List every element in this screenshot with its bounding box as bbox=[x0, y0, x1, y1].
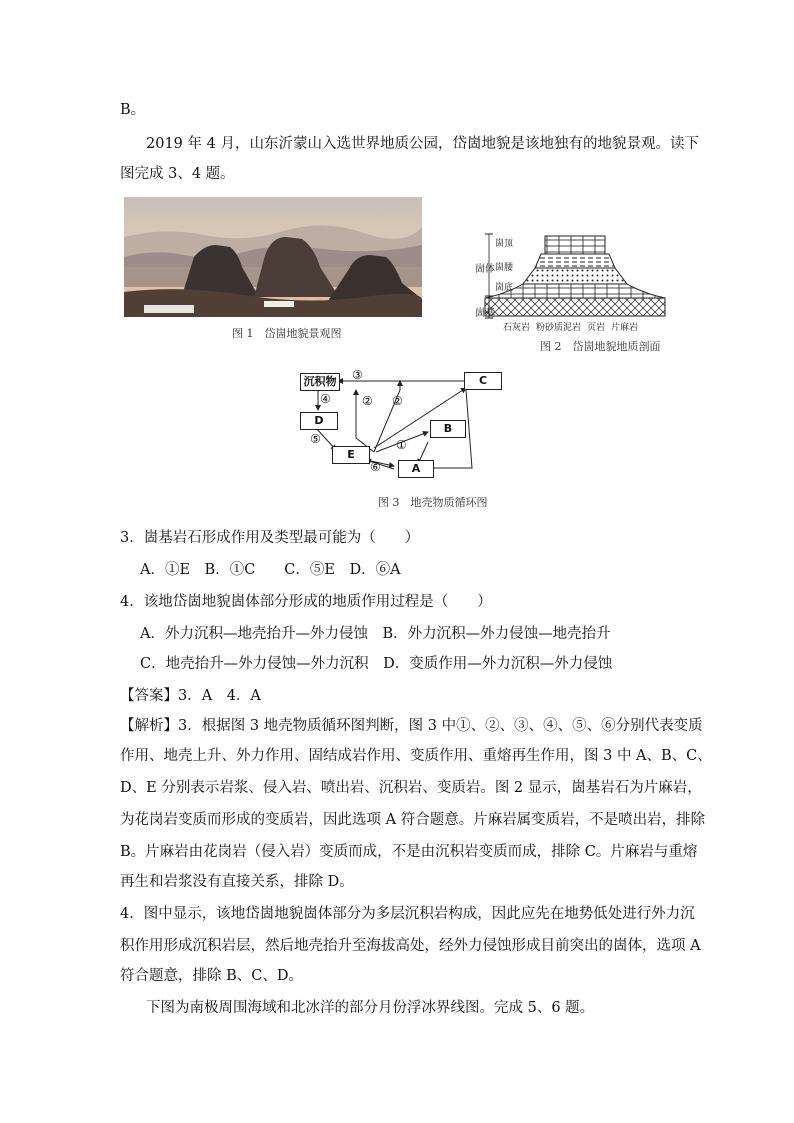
figure3-caption: 图 3 地壳物质循环图 bbox=[378, 496, 488, 509]
label-bottom: 崮底 bbox=[495, 283, 514, 293]
question-4: 4．该地岱崮地貌崮体部分形成的地质作用过程是（ ） bbox=[120, 594, 492, 610]
question-3-options: A．①E B．①C C．⑤E D．⑥A bbox=[140, 562, 401, 578]
label-waist: 崮腰 bbox=[495, 263, 514, 273]
explanation-line: B。片麻岩由花岗岩（侵入岩）变质而成，不是由沉积岩变质而成，排除 C。片麻岩与重熔 bbox=[120, 844, 698, 860]
question-4-options-cd: C．地壳抬升—外力侵蚀—外力沉积 D．变质作用—外力沉积—外力侵蚀 bbox=[140, 656, 613, 672]
label-base: 崮基 bbox=[475, 308, 495, 319]
explanation-line: 4．图中显示，该地岱崮地貌崮体部分为多层沉积岩构成，因此应先在地势低处进行外力沉 bbox=[120, 906, 695, 922]
text-line: 图完成 3、4 题。 bbox=[120, 166, 235, 182]
legend-gneiss: 片麻岩 bbox=[611, 323, 639, 333]
landscape-image bbox=[124, 197, 422, 317]
arrow-label-2a: ② bbox=[362, 394, 373, 408]
explanation-line: 作用、地壳上升、外力作用、固结成岩作用、变质作用、重熔再生作用，图 3 中 A、B、C、 bbox=[120, 748, 712, 764]
figure1-caption: 图 1 岱崮地貌景观图 bbox=[232, 327, 342, 340]
figure3-diagram bbox=[296, 368, 506, 480]
node-d: D bbox=[300, 412, 338, 430]
node-a: A bbox=[398, 460, 434, 478]
explanation-line: 为花岗岩变质而形成的变质岩，因此选项 A 符合题意。片麻岩属变质岩，不是喷出岩，排除 bbox=[120, 812, 706, 828]
answer-line: 【答案】3．A 4．A bbox=[120, 688, 261, 704]
node-e: E bbox=[332, 446, 370, 464]
question-4-options-ab: A．外力沉积—地壳抬升—外力侵蚀 B．外力沉积—外力侵蚀—地壳抬升 bbox=[140, 626, 611, 642]
question-3: 3．崮基岩石形成作用及类型最可能为（ ） bbox=[120, 530, 420, 546]
node-c: C bbox=[464, 372, 502, 390]
arrow-label-3: ③ bbox=[352, 368, 363, 382]
explanation-line: 再生和岩浆没有直接关系，排除 D。 bbox=[120, 874, 354, 890]
text-line: B。 bbox=[120, 102, 146, 118]
profile-legend bbox=[503, 320, 638, 333]
node-sediment: 沉积物 bbox=[300, 373, 340, 391]
legend-limestone: 石灰岩 bbox=[503, 323, 531, 333]
arrow-label-4: ④ bbox=[320, 392, 331, 406]
arrow-label-6: ⑥ bbox=[370, 460, 381, 474]
figure1-photo bbox=[124, 197, 422, 317]
legend-siltstone: 粉砂质泥岩 bbox=[536, 323, 582, 333]
node-b: B bbox=[430, 420, 466, 438]
arrow-label-2b: ② bbox=[392, 394, 403, 408]
figure2-profile bbox=[475, 228, 675, 340]
label-body: 崮体 bbox=[475, 264, 495, 275]
explanation-line: 符合题意，排除 B、C、D。 bbox=[120, 968, 303, 984]
explanation-line: D、E 分别表示岩浆、侵入岩、喷出岩、沉积岩、变质岩。图 2 显示，崮基岩石为片麻岩， bbox=[120, 780, 702, 796]
explanation-line: 【解析】3．根据图 3 地壳物质循环图判断，图 3 中①、②、③、④、⑤、⑥分别代表变质 bbox=[120, 718, 703, 734]
explanation-line: 积作用形成沉积岩层，然后地壳抬升至海拔高处，经外力侵蚀形成目前突出的崮体，选项 A bbox=[120, 938, 701, 954]
label-top: 崮顶 bbox=[495, 239, 514, 249]
figure2-caption: 图 2 岱崮地貌地质剖面 bbox=[540, 340, 661, 353]
arrow-label-5: ⑤ bbox=[310, 432, 321, 446]
legend-shale: 页岩 bbox=[587, 323, 606, 333]
text-line: 2019 年 4 月，山东沂蒙山入选世界地质公园，岱崮地貌是该地独有的地貌景观。读下 bbox=[146, 136, 699, 152]
arrow-label-1: ① bbox=[396, 438, 407, 452]
text-line: 下图为南极周围海域和北冰洋的部分月份浮冰界线图。完成 5、6 题。 bbox=[146, 1000, 595, 1016]
